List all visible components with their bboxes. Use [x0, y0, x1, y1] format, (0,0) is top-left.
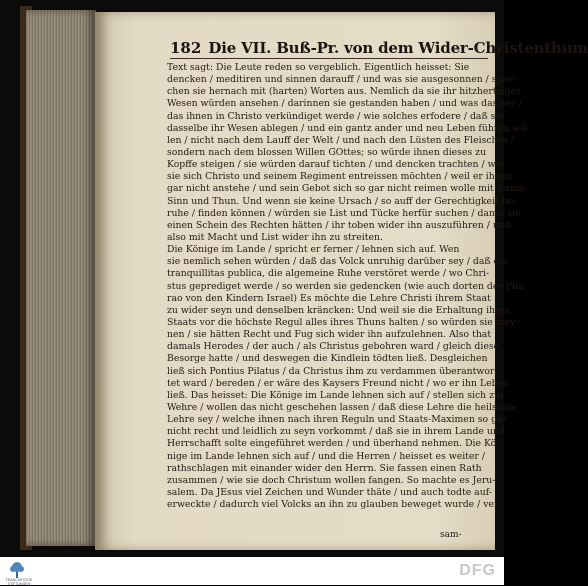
text-line: Herrschafft solte eingeführet werden / und überhand nehmen. Die Kö- — [167, 438, 500, 450]
text-line: Sinn und Thun. Und wenn sie keine Ursach / so auff der Gerechtigkeit be- — [167, 195, 517, 207]
text-line: dasselbe ihr Wesen ablegen / und ein gantz ander und neu Leben führen sol- — [167, 122, 530, 134]
text-line: also mit Macht und List wider ihn zu streiten. — [167, 231, 383, 243]
text-line: nige im Lande lehnen sich auf / und die Herren / heisset es weiter / — [167, 450, 485, 462]
text-line: Die Könige im Lande / spricht er ferner / lehnen sich auf. Wen — [167, 244, 460, 256]
text-line: dencken / meditiren und sinnen darauff / und was sie ausgesonnen / spre- — [167, 74, 516, 86]
text-line: ließ sich Pontius Pilatus / da Christus ihm zu verdammen überantwor- — [167, 365, 498, 377]
text-line: Lehre sey / welche ihnen nach ihren Reguln und Staats-Maximen so gar — [167, 414, 508, 426]
running-title: Die VII. Buß-Pr. von dem Wider-Christenthum — [208, 39, 588, 57]
text-line: erweckte / dadurch viel Volcks an ihn zu glauben beweget wurde / ver- — [167, 499, 502, 511]
text-line: tet ward / bereden / er wäre des Kaysers Freund nicht / wo er ihn Leben — [167, 377, 510, 389]
text-line: Wesen würden ansehen / darinnen sie gestanden haben / und was das sey / — [167, 98, 522, 110]
page-number: 182 — [170, 39, 202, 57]
text-line: rathschlagen mit einander wider den Herrn. Sie fassen einen Rath — [167, 462, 482, 474]
text-line: len / nicht nach dem Lauff der Welt / und nach den Lüsten des Fleisches / — [167, 134, 514, 146]
text-line: Besorge hatte / und deswegen die Kindlein tödten ließ. Desgleichen — [167, 353, 488, 365]
text-line: sie nemlich sehen würden / daß das Volck unruhig darüber sey / daß die — [167, 256, 508, 268]
text-line: sondern nach dem blossen Willen GOttes; so würde ihnen dieses zu — [167, 146, 487, 158]
viewer-footer — [0, 557, 504, 585]
text-line: ließ. Das heisset: Die Könige im Lande lehnen sich auf / stellen sich zur — [167, 389, 505, 401]
catchword: sam- — [440, 530, 462, 540]
text-line: salem. Da JEsus viel Zeichen und Wunder thäte / und auch todte auf- — [167, 486, 492, 498]
text-line: stus geprediget werde / so werden sie gedencken (wie auch dorten der Pha- — [167, 280, 527, 292]
text-line: tranquillitas publica, die algemeine Ruhe verstöret werde / wo Chri- — [167, 268, 490, 280]
text-line: zusammen / wie sie doch Christum wollen fangen. So machte es Jeru- — [167, 474, 496, 486]
text-line: Kopffe steigen / sie würden darauf tichten / und dencken trachten / wie — [167, 159, 505, 171]
logo-text: FRANCKESCHE STIFTUNGEN — [5, 578, 33, 586]
text-line: Text sagt: Die Leute reden so vergeblich. Eigentlich heisset: Sie — [167, 62, 470, 73]
text-line: ruhe / finden können / würden sie List und Tücke herfür suchen / damit sie — [167, 207, 521, 219]
text-line: nen / sie hätten Recht und Fug sich wider ihn aufzulehnen. Also that — [167, 329, 492, 341]
text-line: damals Herodes / der auch / als Christus gebohren ward / gleich diese — [167, 341, 500, 353]
text-line: gar nicht anstehe / und sein Gebot sich so gar nicht reimen wolle mit ihrem — [167, 183, 525, 195]
text-line: Staats vor die höchste Regul alles ihres Thuns halten / so würden sie mey- — [167, 316, 519, 328]
page-header — [170, 38, 588, 60]
header-rule — [170, 58, 488, 59]
text-line: sie sich Christo und seinem Regiment entreissen möchten / weil er ihnen — [167, 171, 513, 183]
text-line: chen sie hernach mit (harten) Worten aus. Nemlich da sie ihr hitzhertziges — [167, 86, 521, 98]
text-line: nicht recht und leidlich zu seyn vorkommt / daß sie in ihrem Lande und — [167, 426, 505, 438]
text-line: das ihnen in Christo verkündiget werde / wie solches erfodere / daß sie — [167, 110, 504, 122]
text-line: Wehre / wollen das nicht geschehen lassen / daß diese Lehre die heilsame — [167, 401, 517, 413]
dfg-logo: DFG — [459, 562, 496, 579]
text-line: zu wider seyn und denselben kräncken: Und weil sie die Erhaltung ihres — [167, 304, 510, 316]
text-line: rao von den Kindern Israel) Es möchte die Lehre Christi ihrem Staat — [167, 292, 491, 304]
page-edges — [26, 10, 96, 546]
body-text — [167, 62, 530, 511]
text-line: einen Schein des Rechten hätten / ihr toben wider ihn auszuführen / und — [167, 219, 511, 231]
